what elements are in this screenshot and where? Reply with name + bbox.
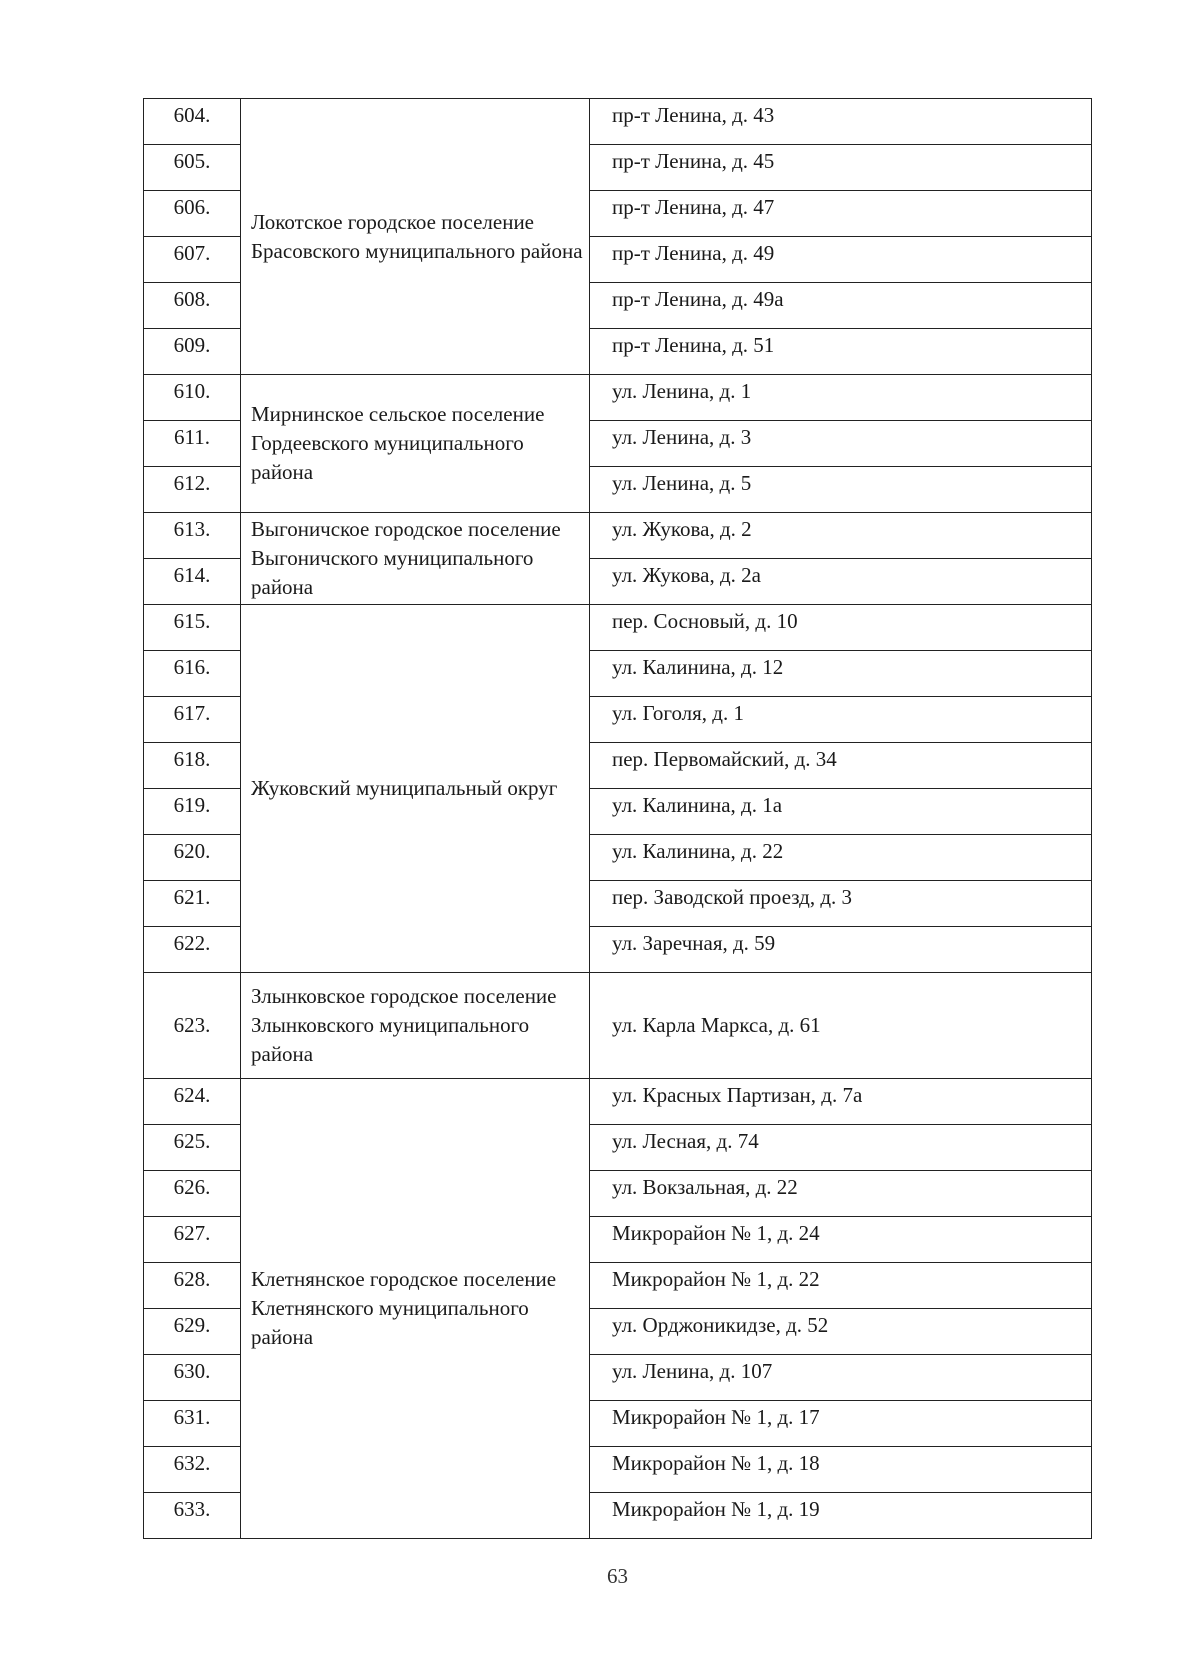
address-table	[143, 98, 1092, 1539]
row-number: 607.	[144, 237, 241, 283]
address: ул. Калинина, д. 22	[590, 835, 1092, 881]
row-number: 610.	[144, 375, 241, 421]
row-number: 631.	[144, 1401, 241, 1447]
address: пер. Заводской проезд, д. 3	[590, 881, 1092, 927]
address: ул. Гоголя, д. 1	[590, 697, 1092, 743]
row-number: 615.	[144, 605, 241, 651]
address: ул. Ленина, д. 5	[590, 467, 1092, 513]
row-number: 626.	[144, 1171, 241, 1217]
row-number: 616.	[144, 651, 241, 697]
address: Микрорайон № 1, д. 18	[590, 1447, 1092, 1493]
settlement-name: Локотское городское поселение Брасовского муниципального района	[241, 99, 590, 375]
address: пр-т Ленина, д. 51	[590, 329, 1092, 375]
row-number: 625.	[144, 1125, 241, 1171]
row-number: 617.	[144, 697, 241, 743]
row-number: 629.	[144, 1309, 241, 1355]
row-number: 628.	[144, 1263, 241, 1309]
address: ул. Калинина, д. 1а	[590, 789, 1092, 835]
address: ул. Орджоникидзе, д. 52	[590, 1309, 1092, 1355]
page-number: 63	[607, 1564, 628, 1588]
row-number: 614.	[144, 559, 241, 605]
address: Микрорайон № 1, д. 24	[590, 1217, 1092, 1263]
table-row	[144, 99, 1092, 145]
settlement-name: Выгоничское городское поселение Выгоничского муниципального района	[241, 513, 590, 605]
row-number: 605.	[144, 145, 241, 191]
address: пер. Сосновый, д. 10	[590, 605, 1092, 651]
settlement-name: Злынковское городское поселение Злынковского муниципального района	[241, 973, 590, 1079]
row-number: 627.	[144, 1217, 241, 1263]
row-number: 624.	[144, 1079, 241, 1125]
row-number: 611.	[144, 421, 241, 467]
address: пр-т Ленина, д. 45	[590, 145, 1092, 191]
row-number: 622.	[144, 927, 241, 973]
address: ул. Жукова, д. 2а	[590, 559, 1092, 605]
address: Микрорайон № 1, д. 22	[590, 1263, 1092, 1309]
row-number: 620.	[144, 835, 241, 881]
address: пр-т Ленина, д. 47	[590, 191, 1092, 237]
address: ул. Вокзальная, д. 22	[590, 1171, 1092, 1217]
address: Микрорайон № 1, д. 17	[590, 1401, 1092, 1447]
row-number: 632.	[144, 1447, 241, 1493]
row-number: 608.	[144, 283, 241, 329]
address: ул. Заречная, д. 59	[590, 927, 1092, 973]
settlement-name: Жуковский муниципальный округ	[241, 605, 590, 973]
address: пр-т Ленина, д. 43	[590, 99, 1092, 145]
address: ул. Красных Партизан, д. 7а	[590, 1079, 1092, 1125]
row-number: 623.	[144, 973, 241, 1079]
row-number: 619.	[144, 789, 241, 835]
settlement-name: Мирнинское сельское поселение Гордеевского муниципального района	[241, 375, 590, 513]
address: ул. Ленина, д. 1	[590, 375, 1092, 421]
table-row	[144, 605, 1092, 651]
row-number: 612.	[144, 467, 241, 513]
address: ул. Ленина, д. 107	[590, 1355, 1092, 1401]
row-number: 613.	[144, 513, 241, 559]
address: ул. Лесная, д. 74	[590, 1125, 1092, 1171]
table-row	[144, 513, 1092, 559]
row-number: 621.	[144, 881, 241, 927]
settlement-name: Клетнянское городское поселение Клетнянского муниципального района	[241, 1079, 590, 1539]
row-number: 618.	[144, 743, 241, 789]
address: пер. Первомайский, д. 34	[590, 743, 1092, 789]
row-number: 604.	[144, 99, 241, 145]
address: ул. Карла Маркса, д. 61	[590, 973, 1092, 1079]
address: пр-т Ленина, д. 49	[590, 237, 1092, 283]
row-number: 609.	[144, 329, 241, 375]
address: ул. Ленина, д. 3	[590, 421, 1092, 467]
address: Микрорайон № 1, д. 19	[590, 1493, 1092, 1539]
row-number: 630.	[144, 1355, 241, 1401]
address: пр-т Ленина, д. 49а	[590, 283, 1092, 329]
address: ул. Жукова, д. 2	[590, 513, 1092, 559]
row-number: 606.	[144, 191, 241, 237]
table-row	[144, 973, 1092, 1079]
row-number: 633.	[144, 1493, 241, 1539]
table-row	[144, 375, 1092, 421]
address: ул. Калинина, д. 12	[590, 651, 1092, 697]
table-row	[144, 1079, 1092, 1125]
